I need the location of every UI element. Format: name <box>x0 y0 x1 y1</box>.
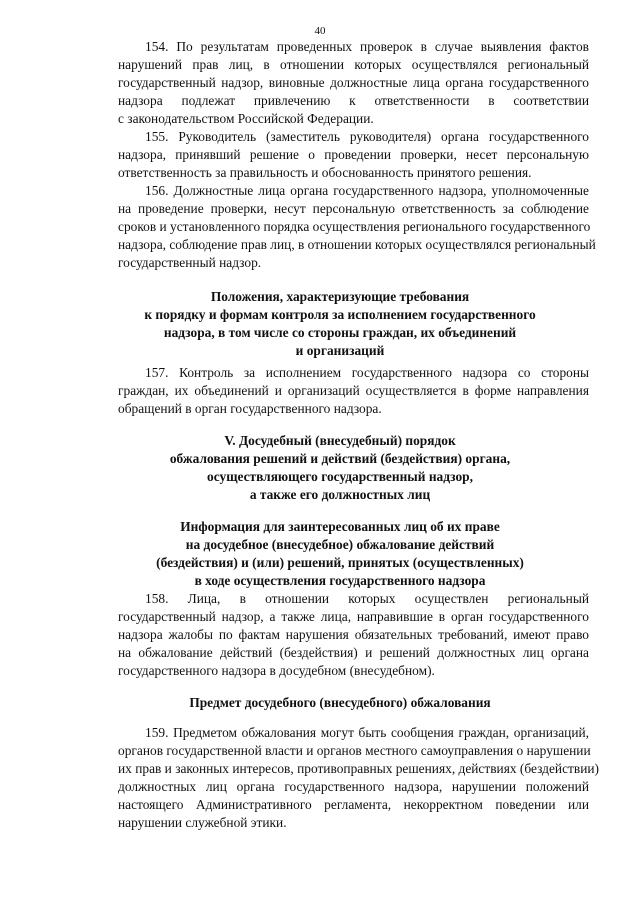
paragraph-line: граждан, их объединений и организаций осуществляется в форме направления <box>118 383 589 398</box>
paragraph-line: надзора, соблюдение прав лиц, в отношении которых осуществлялся региональный <box>118 237 596 252</box>
section-heading-line: в ходе осуществления государственного надзора <box>194 573 486 588</box>
paragraph-line: 157. Контроль за исполнением государственного надзора со стороны <box>145 365 589 380</box>
paragraph-line: государственного надзора в досудебном (внесудебном). <box>118 663 435 678</box>
paragraph-line: органов государственной власти и органов местного самоуправления о нарушении <box>118 743 591 758</box>
paragraph-line: обращений в орган государственного надзора. <box>118 401 382 416</box>
paragraph-line: 156. Должностные лица органа государственного надзора, уполномоченные <box>145 183 589 198</box>
section-heading-line: Предмет досудебного (внесудебного) обжалования <box>189 695 491 710</box>
paragraph-line: сроков и установленного порядка осуществления регионального государственного <box>118 219 591 234</box>
section-heading-line: обжалования решений и действий (бездействия) органа, <box>169 451 511 466</box>
section-heading-line: осуществляющего государственный надзор, <box>207 469 473 484</box>
section-heading-line: Положения, характеризующие требования <box>210 289 470 304</box>
paragraph-line: государственный надзор, а также лица, направившие в орган государственного <box>118 609 589 624</box>
paragraph-line: на проведение проверки, несут персональную ответственность за соблюдение <box>118 201 589 216</box>
paragraph-line: должностных лиц органа государственного надзора, нарушении положений <box>118 779 589 794</box>
paragraph-line: ответственность за правильность и обоснованность принятого решения. <box>118 165 532 180</box>
section-heading-line: (бездействия) и (или) решений, принятых (осуществленных) <box>156 555 524 570</box>
paragraph-line: надзора, принявший решение о проведении проверки, несет персональную <box>118 147 589 162</box>
paragraph-line: нарушений прав лиц, в отношении которых осуществлялся региональный <box>118 57 589 72</box>
section-heading-line: а также его должностных лиц <box>249 487 431 502</box>
paragraph-line: с законодательством Российской Федерации. <box>118 111 374 126</box>
page-number: 40 <box>314 25 326 37</box>
paragraph-line: настоящего Административного регламента, некорректном поведении или <box>118 797 589 812</box>
paragraph-line: на обжалование действий (бездействия) и решений должностных лиц органа <box>118 645 589 660</box>
paragraph-line: надзора жалобы по фактам нарушения обязательных требований, имеют право <box>118 627 589 642</box>
section-heading-line: Информация для заинтересованных лиц об их праве <box>180 519 500 534</box>
paragraph-line: надзора подлежат привлечению к ответственности в соответствии <box>118 93 589 108</box>
paragraph-line: 158. Лица, в отношении которых осуществлен региональный <box>145 591 589 606</box>
paragraph-line: 159. Предметом обжалования могут быть сообщения граждан, организаций, <box>145 725 589 740</box>
section-heading-line: надзора, в том числе со стороны граждан, их объединений <box>163 325 517 340</box>
section-heading-line: V. Досудебный (внесудебный) порядок <box>224 433 456 448</box>
section-heading-line: и организаций <box>295 343 385 358</box>
paragraph-line: нарушении служебной этики. <box>118 815 287 830</box>
paragraph-line: 155. Руководитель (заместитель руководителя) органа государственного <box>145 129 589 144</box>
paragraph-line: государственный надзор, виновные должностные лица органа государственного <box>118 75 589 90</box>
paragraph-line: государственный надзор. <box>118 255 262 270</box>
paragraph-line: 154. По результатам проведенных проверок в случае выявления фактов <box>145 39 589 54</box>
section-heading-line: на досудебное (внесудебное) обжалование действий <box>185 537 495 552</box>
section-heading-line: к порядку и формам контроля за исполнением государственного <box>144 307 536 322</box>
paragraph-line: их прав и законных интересов, противоправных решениях, действиях (бездействии) <box>118 761 600 776</box>
